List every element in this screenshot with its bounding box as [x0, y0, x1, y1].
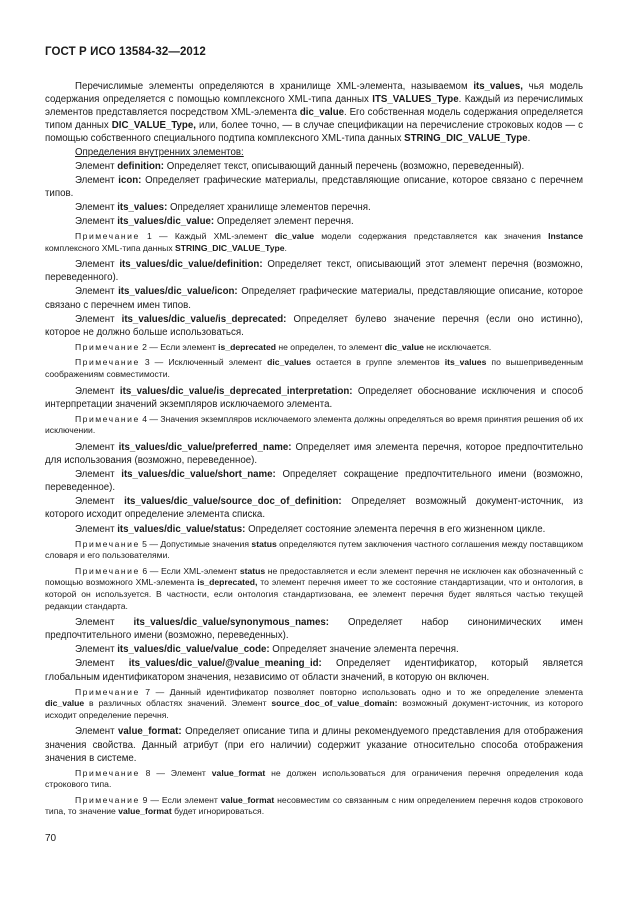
paragraph [45, 160, 583, 173]
term: its_values [444, 357, 487, 368]
text-run: Примечание [75, 565, 140, 576]
text-run: Примечание [75, 767, 140, 778]
note-paragraph [45, 768, 583, 791]
document-header: ГОСТ Р ИСО 13584-32—2012 [45, 46, 206, 58]
paragraph [45, 174, 583, 200]
text-run: Определяет значение элемента перечня. [269, 644, 459, 656]
text-run: Элемент [75, 174, 119, 186]
text-run: . Каждый из перечислимых элементов представляется посредством XML-элемента [45, 94, 583, 119]
text-run: Определяет состояние элемента перечня в его жизненном цикле. [245, 523, 546, 535]
text-run: Элемент [75, 259, 120, 271]
term: icon: [118, 174, 142, 186]
term: its_values/dic_value/preferred_name: [118, 441, 292, 453]
term: Instance [548, 231, 583, 242]
term: its_values/dic_value/@value_meaning_id: [128, 658, 322, 670]
paragraph [45, 201, 583, 214]
note-paragraph [45, 795, 583, 818]
text-run: Определяет описание типа и длины рекомендуемого представления для отображения значения свойства. Данный атрибут (при его наличии) содержит указание относительно способа отображения значения в системе. [45, 726, 583, 764]
term: DIC_VALUE_Type, [111, 120, 196, 132]
text-run: Определяет булево значение перечня (если оно истинно), которое не должно больше использоваться. [45, 313, 583, 338]
text-run: Элемент [75, 658, 129, 670]
text-run: Определяет текст, описывающий этот элемент перечня (возможно, переведенного). [45, 259, 583, 284]
text-run: Определяет идентификатор, который является глобальным идентификатором значения, независимо от области значений, в которую он включен. [45, 658, 584, 683]
term: its_values/dic_value/is_deprecated_interpretation: [119, 385, 353, 397]
paragraph [45, 441, 583, 467]
term: dic_value [384, 341, 424, 352]
term: is_deprecated [218, 341, 276, 352]
term: its_values/dic_value: [117, 215, 215, 227]
term: value_format [211, 767, 266, 778]
note-paragraph [45, 414, 583, 437]
text-run: Примечание [75, 341, 140, 352]
term: status [239, 565, 266, 576]
paragraph [45, 313, 583, 339]
term: its_values/dic_value/synonymous_names: [133, 617, 329, 629]
term: its_values/dic_value/icon: [118, 286, 238, 298]
text-run: 6 — Если XML-элемент [139, 565, 240, 576]
text-run: не исключается. [423, 341, 492, 352]
term: its_values/dic_value/definition: [119, 259, 263, 271]
text-run: Элемент [75, 496, 125, 508]
term: value_format [220, 794, 275, 805]
text-run: Определения внутренних элементов: [75, 147, 244, 159]
paragraph [45, 657, 583, 683]
text-run: Определяет обоснование исключения и способ интерпретации значений экземпляров исключаемого элемента. [45, 385, 583, 410]
text-run: Определяет текст, описывающий данный перечень (возможно, переведенный). [164, 160, 525, 172]
text-run: будет игнорироваться. [171, 806, 265, 817]
term: status [251, 538, 277, 549]
term: value_format: [118, 726, 182, 738]
term: dic_value [45, 698, 85, 709]
text-run: 8 — Элемент [139, 767, 212, 778]
text-run: Примечание [75, 538, 140, 549]
paragraph [45, 146, 583, 159]
page-number: 70 [45, 833, 57, 844]
text-run: Примечание [75, 794, 140, 805]
text-run: Элемент [75, 286, 119, 298]
text-run: Примечание [75, 686, 140, 697]
term: value_format [118, 806, 172, 817]
text-run: Определяет элемент перечня. [214, 215, 354, 227]
text-run: . Его собственная модель содержания определяется типом данных [45, 107, 583, 132]
term: its_values/dic_value/source_doc_of_definition: [124, 496, 342, 508]
text-run: Элемент [75, 313, 122, 325]
text-run: Определяет набор синонимических имен предпочтительного имени (возможно, переведенных). [45, 617, 583, 642]
text-run: в различных областях значений. Элемент [84, 698, 272, 709]
term: its_values/dic_value/value_code: [117, 644, 270, 656]
text-run: 2 — Если элемент [139, 341, 219, 352]
text-run: Определяет сокращение предпочтительного имени (возможно, переведенное). [45, 469, 583, 494]
note-paragraph [45, 539, 583, 562]
text-run: модели содержания представляется как значения [313, 231, 549, 242]
text-run: Элемент [75, 726, 119, 738]
text-run: Элемент [75, 160, 118, 172]
text-run: 5 — Допустимые значения [139, 538, 252, 549]
text-run: возможный документ-источник, из которого исходит определение перечня. [45, 698, 584, 720]
text-run: Определяет хранилище элементов перечня. [167, 201, 371, 213]
text-run: чья модель содержания определяется с помощью комплексного XML-типа данных [45, 81, 583, 106]
text-run: Элемент [75, 441, 119, 453]
text-run: не предоставляется и если элемент перечня не исключен как обозначенный с помощью возможного XML-элемента [45, 565, 584, 588]
text-run: Перечислимые элементы определяются в хранилище XML-элемента, называемом [75, 81, 474, 92]
paragraph [45, 523, 583, 536]
text-run: то элемент перечня имеет то же состояние стандартизации, что и онтология, в которой он используется. В частности, если онтология стандартизована, ее элемент перечня будет являться частью текущей редакции стандарта. [45, 577, 583, 611]
paragraph [45, 725, 583, 764]
paragraph [45, 215, 583, 228]
term: dic_values [267, 357, 312, 368]
paragraph [45, 468, 583, 494]
text-run: Определяет графические материалы, представляющие описание, которое связано с перечнем имен типов. [45, 286, 583, 311]
term: its_values/dic_value/short_name: [121, 469, 276, 481]
text-run: определяются путем заключения частного соглашения между поставщиком словаря и его пользователями. [45, 538, 583, 561]
term: dic_value [299, 107, 345, 119]
text-run: 4 — Значения экземпляров исключаемого элемента должны определяться во время принятия решения об их исключении. [45, 413, 583, 436]
term: dic_value [274, 231, 314, 242]
term: definition: [117, 160, 165, 172]
term: source_doc_of_value_domain: [271, 698, 398, 709]
text-run: комплексного XML-типа данных [45, 242, 176, 253]
paragraph [45, 258, 583, 284]
text-run: Определяет графические материалы, представляющие описание, которое связано с перечнем типов. [45, 174, 584, 199]
term: STRING_DIC_VALUE_Type [404, 133, 528, 145]
note-paragraph [45, 342, 583, 354]
text-run: Элемент [75, 215, 118, 227]
note-paragraph [45, 566, 583, 612]
text-run: или, более точно, — в случае спецификации на перечисление строковых кодов — с помощью собственного специального подтипа комплексного XML-типа данных [45, 120, 583, 145]
document-body [45, 80, 583, 822]
text-run: Элемент [75, 617, 134, 629]
term: its_values, [473, 81, 523, 92]
note-paragraph [45, 687, 583, 722]
term: its_values/dic_value/status: [117, 523, 246, 535]
text-run: Определяет имя элемента перечня, которое предпочтительно для использования (возможно, переведенное). [45, 441, 583, 467]
paragraph [45, 80, 583, 145]
text-run: Примечание [75, 231, 140, 242]
paragraph [45, 385, 583, 411]
term: its_values/dic_value/is_deprecated: [121, 313, 287, 325]
paragraph [45, 285, 583, 311]
note-paragraph [45, 357, 583, 380]
term: ITS_VALUES_Type [372, 94, 459, 106]
text-run: . [527, 133, 531, 145]
paragraph [45, 495, 583, 521]
text-run: Элемент [75, 469, 122, 481]
text-run: 1 — Каждый XML-элемент [139, 231, 275, 242]
text-run: 7 — Данный идентификатор позволяет повторно использовать одно и то же определение элемента [139, 686, 583, 697]
text-run: не определен, то элемент [275, 341, 385, 352]
text-run: Элемент [75, 523, 118, 535]
text-run: Элемент [75, 644, 118, 656]
text-run: несовместим со связанным с ним определением перечня кодов строкового типа, то значение [45, 794, 583, 817]
text-run: 3 — Исключенный элемент [139, 357, 268, 368]
text-run: не должен использоваться для ограничения перечня определения кода строкового типа. [45, 767, 584, 790]
text-run: 9 — Если элемент [139, 794, 221, 805]
note-paragraph [45, 231, 583, 254]
paragraph [45, 616, 583, 642]
term: its_values: [117, 201, 168, 213]
text-run: остается в группе элементов [311, 357, 445, 368]
term: is_deprecated, [197, 577, 258, 588]
text-run: по вышеприведенным соображениям совместимости. [45, 357, 584, 379]
text-run: Определяет возможный документ-источник, из которого исходит определение элемента списка. [45, 496, 583, 521]
paragraph [45, 643, 583, 656]
text-run: . [284, 242, 287, 253]
text-run: Элемент [75, 385, 120, 397]
term: STRING_DIC_VALUE_Type [175, 242, 285, 253]
text-run: Примечание [75, 357, 140, 368]
text-run: Элемент [75, 201, 118, 213]
text-run: Примечание [75, 413, 140, 424]
